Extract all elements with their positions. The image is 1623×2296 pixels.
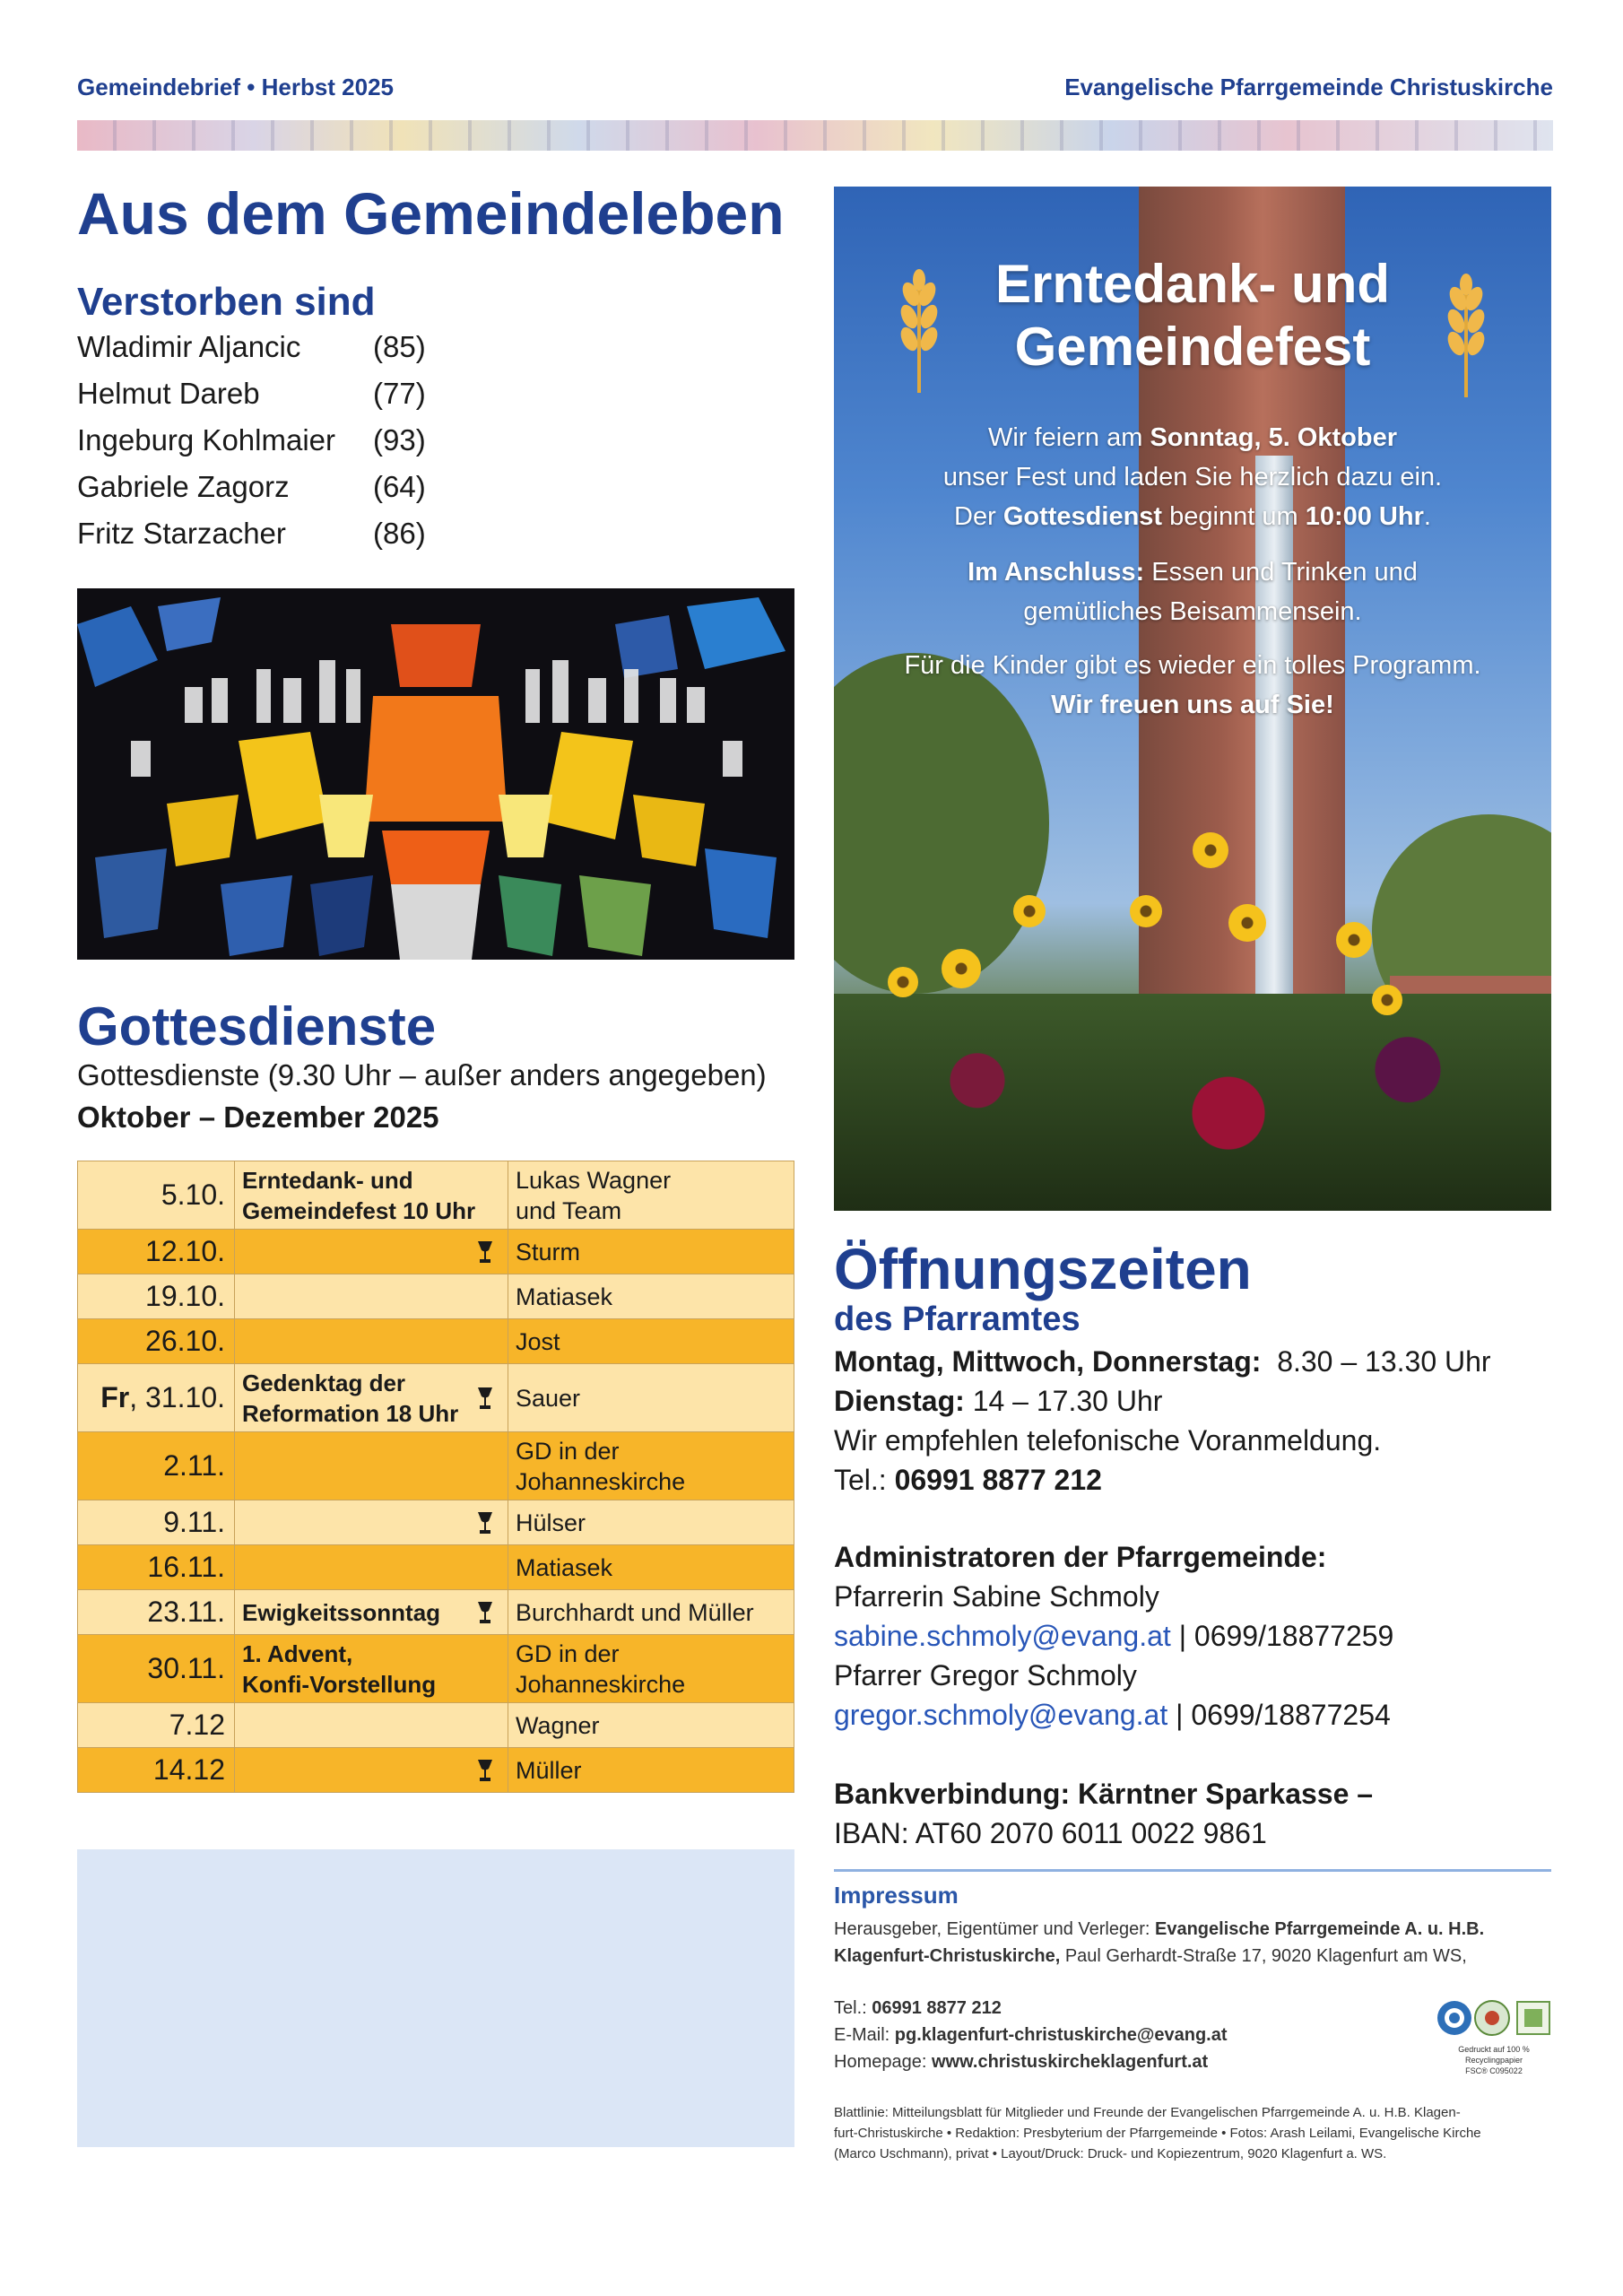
service-date-text: 30.11. bbox=[147, 1652, 225, 1684]
phone-label: Tel.: bbox=[834, 1464, 895, 1496]
poster-text: . bbox=[1423, 502, 1431, 531]
service-weekday: Fr bbox=[100, 1381, 130, 1413]
deceased-age: (77) bbox=[373, 377, 426, 410]
service-date bbox=[78, 1364, 235, 1432]
service-row bbox=[78, 1230, 794, 1274]
admin-person-2: Pfarrer Gregor Schmoly bbox=[834, 1659, 1137, 1692]
office-hours: 14 – 17.30 Uhr bbox=[964, 1385, 1163, 1417]
service-date bbox=[78, 1703, 235, 1748]
impressum-publisher-line1 bbox=[834, 1916, 1484, 1943]
service-date-text: , 31.10. bbox=[129, 1381, 225, 1413]
service-preacher bbox=[508, 1703, 794, 1748]
service-event-line: Gemeindefest 10 Uhr bbox=[242, 1196, 476, 1224]
service-row bbox=[78, 1364, 794, 1432]
service-date-text: 26.10. bbox=[145, 1325, 225, 1357]
poster-paragraph-1 bbox=[852, 418, 1533, 536]
office-phone bbox=[834, 1464, 1102, 1497]
chalice-icon bbox=[475, 1510, 495, 1535]
sunflower bbox=[888, 967, 918, 997]
services-period: Oktober – Dezember 2025 bbox=[77, 1100, 439, 1134]
service-event-line: Gedenktag der bbox=[242, 1369, 406, 1396]
service-event bbox=[235, 1274, 508, 1319]
service-preacher bbox=[508, 1364, 794, 1432]
service-preacher-line: Lukas Wagner bbox=[516, 1166, 672, 1194]
service-event bbox=[235, 1545, 508, 1590]
service-event-line: 1. Advent, bbox=[242, 1639, 353, 1667]
service-date-text: 5.10. bbox=[161, 1178, 225, 1211]
chalice-icon bbox=[475, 1386, 495, 1411]
poster-text-bold: Gottesdienst bbox=[1002, 502, 1163, 531]
services-subtitle: Gottesdienste (9.30 Uhr – außer anders angegeben) bbox=[77, 1058, 767, 1091]
service-event-line: Konfi-Vorstellung bbox=[242, 1670, 437, 1698]
services-table bbox=[77, 1161, 794, 1793]
service-preacher-line: Sauer bbox=[516, 1384, 581, 1412]
admin-phone: | 0699/18877254 bbox=[1167, 1699, 1391, 1731]
service-event bbox=[235, 1364, 508, 1432]
header-right: Evangelische Pfarrgemeinde Christuskirche bbox=[1064, 74, 1553, 100]
service-preacher-line: Matiasek bbox=[516, 1283, 613, 1310]
impressum-homepage-link[interactable]: www.christuskircheklagenfurt.at bbox=[931, 2052, 1209, 2072]
service-event bbox=[235, 1230, 508, 1274]
service-date bbox=[78, 1161, 235, 1230]
service-preacher bbox=[508, 1432, 794, 1500]
banner-pattern bbox=[77, 120, 1553, 151]
deceased-name: Wladimir Aljancic bbox=[77, 330, 301, 363]
service-preacher-line: Burchhardt und Müller bbox=[516, 1598, 754, 1626]
service-preacher bbox=[508, 1635, 794, 1703]
office-hours-heading: Öffnungszeiten bbox=[834, 1237, 1252, 1301]
service-date bbox=[78, 1545, 235, 1590]
office-days: Dienstag: bbox=[834, 1385, 965, 1417]
deceased-name: Ingeburg Kohlmaier bbox=[77, 423, 336, 457]
deceased-entry bbox=[77, 470, 426, 504]
service-date bbox=[78, 1230, 235, 1274]
impressum-tel bbox=[834, 1995, 1002, 2022]
poster-time: 10:00 Uhr bbox=[1305, 502, 1424, 531]
deceased-age: (64) bbox=[373, 470, 426, 503]
sunflower bbox=[1193, 832, 1228, 868]
impressum-text-bold: Evangelische Pfarrgemeinde A. u. H.B. bbox=[1155, 1919, 1485, 1939]
admin-email-link[interactable]: gregor.schmoly@evang.at bbox=[834, 1699, 1168, 1731]
poster-text: Essen und Trinken und bbox=[1144, 558, 1418, 587]
harvest-festival-poster bbox=[834, 187, 1551, 1211]
divider bbox=[834, 1869, 1551, 1872]
service-date bbox=[78, 1635, 235, 1703]
office-hours: 8.30 – 13.30 Uhr bbox=[1277, 1345, 1491, 1378]
impressum-text-bold: Klagenfurt-Christuskirche, bbox=[834, 1946, 1061, 1966]
impressum-email-link[interactable]: pg.klagenfurt-christuskirche@evang.at bbox=[894, 2025, 1228, 2045]
admin-contact-2 bbox=[834, 1699, 1391, 1732]
deceased-age: (85) bbox=[373, 330, 426, 363]
service-preacher bbox=[508, 1230, 794, 1274]
poster-text: Für die Kinder gibt es wieder ein tolles Programm. bbox=[904, 651, 1481, 680]
service-event bbox=[235, 1590, 508, 1635]
impressum-text: Homepage: bbox=[834, 2052, 932, 2072]
poster-text: gemütliches Beisammensein. bbox=[1023, 597, 1362, 626]
eco-text-1: Gedruckt auf 100 % Recyclingpapier bbox=[1458, 2045, 1530, 2065]
service-preacher-line: Jost bbox=[516, 1327, 560, 1355]
tower-glass-strip bbox=[1255, 456, 1293, 1083]
office-hours-line2 bbox=[834, 1385, 1162, 1418]
service-event bbox=[235, 1703, 508, 1748]
service-date-text: 14.12 bbox=[152, 1753, 225, 1786]
impressum-text: Paul Gerhardt-Straße 17, 9020 Klagenfurt am WS, bbox=[1060, 1946, 1467, 1966]
services-heading: Gottesdienste bbox=[77, 996, 437, 1057]
eco-labels bbox=[1435, 1998, 1553, 2075]
sunflower bbox=[942, 949, 981, 988]
poster-title-line2: Gemeindefest bbox=[1014, 317, 1371, 377]
service-event bbox=[235, 1500, 508, 1545]
wheat-icon bbox=[1435, 272, 1497, 397]
service-date bbox=[78, 1748, 235, 1793]
office-note: Wir empfehlen telefonische Voranmeldung. bbox=[834, 1424, 1382, 1457]
header-left: Gemeindebrief • Herbst 2025 bbox=[77, 74, 395, 100]
service-date-text: 16.11. bbox=[147, 1551, 225, 1583]
service-preacher-line: GD in der bbox=[516, 1437, 620, 1465]
admin-email-link[interactable]: sabine.schmoly@evang.at bbox=[834, 1620, 1171, 1652]
section-title-gemeindeleben: Aus dem Gemeindeleben bbox=[77, 180, 785, 247]
service-preacher bbox=[508, 1590, 794, 1635]
admin-phone: | 0699/18877259 bbox=[1170, 1620, 1394, 1652]
poster-text: beginnt um bbox=[1162, 502, 1306, 531]
deceased-name: Helmut Dareb bbox=[77, 377, 260, 410]
service-row bbox=[78, 1703, 794, 1748]
blattlinie-line: (Marco Uschmann), privat • Layout/Druck: Druck- und Kopiezentrum, 9020 Klagenfurt a. WS. bbox=[834, 2146, 1387, 2161]
service-date-text: 2.11. bbox=[163, 1449, 225, 1482]
service-row bbox=[78, 1590, 794, 1635]
service-row bbox=[78, 1274, 794, 1319]
service-preacher-line: GD in der bbox=[516, 1639, 620, 1667]
flowerbed bbox=[834, 994, 1551, 1211]
deceased-heading: Verstorben sind bbox=[77, 280, 376, 324]
stained-glass-image bbox=[77, 588, 794, 960]
service-date bbox=[78, 1590, 235, 1635]
poster-text-bold: Im Anschluss: bbox=[968, 558, 1145, 587]
impressum-text: Tel.: bbox=[834, 1998, 872, 2018]
service-event bbox=[235, 1748, 508, 1793]
empty-info-box bbox=[77, 1849, 794, 2147]
impressum-heading: Impressum bbox=[834, 1882, 959, 1909]
deceased-entry bbox=[77, 517, 426, 551]
chalice-icon bbox=[475, 1600, 495, 1625]
poster-date: Sonntag, 5. Oktober bbox=[1150, 423, 1397, 452]
service-preacher-line: Sturm bbox=[516, 1238, 581, 1265]
service-preacher-line: Johanneskirche bbox=[516, 1670, 686, 1698]
eco-badges-icon bbox=[1435, 1998, 1553, 2039]
deceased-name: Fritz Starzacher bbox=[77, 517, 286, 550]
service-date-text: 19.10. bbox=[145, 1280, 225, 1312]
deceased-entry bbox=[77, 330, 426, 364]
service-row bbox=[78, 1545, 794, 1590]
service-preacher bbox=[508, 1545, 794, 1590]
service-date bbox=[78, 1500, 235, 1545]
poster-paragraph-3 bbox=[852, 646, 1533, 725]
service-event bbox=[235, 1432, 508, 1500]
impressum-publisher-line2 bbox=[834, 1943, 1467, 1970]
service-event-line: Reformation 18 Uhr bbox=[242, 1399, 459, 1427]
service-date bbox=[78, 1432, 235, 1500]
service-event-line: Erntedank- und bbox=[242, 1166, 413, 1194]
service-preacher bbox=[508, 1274, 794, 1319]
blattlinie-line: Blattlinie: Mitteilungsblatt für Mitglieder und Freunde der Evangelischen Pfarrgemeinde A. u. H.B. Klagen- bbox=[834, 2105, 1461, 2120]
service-row bbox=[78, 1161, 794, 1230]
service-date bbox=[78, 1274, 235, 1319]
service-preacher bbox=[508, 1161, 794, 1230]
impressum-email bbox=[834, 2022, 1228, 2048]
stained-glass-illustration bbox=[77, 588, 794, 960]
admin-person-1: Pfarrerin Sabine Schmoly bbox=[834, 1580, 1159, 1613]
sunflower bbox=[1372, 985, 1402, 1015]
bank-iban: IBAN: AT60 2070 6011 0022 9861 bbox=[834, 1817, 1267, 1849]
service-event bbox=[235, 1319, 508, 1364]
service-preacher-line: Matiasek bbox=[516, 1553, 613, 1581]
service-row bbox=[78, 1748, 794, 1793]
deceased-name: Gabriele Zagorz bbox=[77, 470, 290, 503]
service-date-text: 23.11. bbox=[147, 1596, 225, 1628]
impressum-homepage bbox=[834, 2048, 1208, 2075]
poster-text-bold: Wir freuen uns auf Sie! bbox=[1051, 691, 1334, 719]
poster-title-line1: Erntedank- und bbox=[994, 254, 1390, 314]
service-row bbox=[78, 1635, 794, 1703]
poster-text: Der bbox=[954, 502, 1003, 531]
service-preacher-line: und Team bbox=[516, 1196, 622, 1224]
office-hours-line1 bbox=[834, 1345, 1491, 1378]
deceased-age: (93) bbox=[373, 423, 426, 457]
bank-line-1: Bankverbindung: Kärntner Sparkasse – bbox=[834, 1778, 1374, 1810]
phone-number: 06991 8877 212 bbox=[894, 1464, 1102, 1496]
deceased-entry bbox=[77, 423, 426, 457]
sunflower bbox=[1228, 904, 1266, 942]
service-preacher bbox=[508, 1748, 794, 1793]
service-date-text: 12.10. bbox=[145, 1235, 225, 1267]
service-event-line: Ewigkeitssonntag bbox=[242, 1598, 441, 1626]
sunflower bbox=[1013, 895, 1046, 927]
admins-heading: Administratoren der Pfarrgemeinde: bbox=[834, 1541, 1327, 1573]
wheat-icon bbox=[888, 267, 950, 393]
sunflower bbox=[1130, 895, 1162, 927]
poster-text: Wir feiern am bbox=[987, 423, 1150, 452]
chalice-icon bbox=[475, 1239, 495, 1265]
service-event bbox=[235, 1161, 508, 1230]
admin-contact-1 bbox=[834, 1620, 1393, 1653]
office-days: Montag, Mittwoch, Donnerstag: bbox=[834, 1345, 1262, 1378]
impressum-text-bold: 06991 8877 212 bbox=[872, 1998, 1002, 2018]
service-date-text: 7.12 bbox=[169, 1709, 225, 1741]
blattlinie bbox=[834, 2102, 1551, 2164]
service-date-text: 9.11. bbox=[163, 1506, 225, 1538]
sunflower bbox=[1336, 922, 1372, 958]
eco-text-2: FSC® C095022 bbox=[1465, 2066, 1523, 2075]
service-preacher-line: Müller bbox=[516, 1756, 582, 1784]
office-hours-subheading: des Pfarramtes bbox=[834, 1300, 1081, 1338]
blattlinie-line: furt-Christuskirche • Redaktion: Presbyterium der Pfarrgemeinde • Fotos: Arash Leilami, Evangelische Kirche bbox=[834, 2126, 1481, 2141]
service-preacher bbox=[508, 1500, 794, 1545]
service-event bbox=[235, 1635, 508, 1703]
deceased-entry bbox=[77, 377, 426, 411]
service-preacher-line: Hülser bbox=[516, 1509, 586, 1536]
service-row bbox=[78, 1432, 794, 1500]
impressum-text: E-Mail: bbox=[834, 2025, 895, 2045]
service-row bbox=[78, 1500, 794, 1545]
impressum-text: Herausgeber, Eigentümer und Verleger: bbox=[834, 1919, 1155, 1939]
service-row bbox=[78, 1319, 794, 1364]
poster-text: unser Fest und laden Sie herzlich dazu ein. bbox=[942, 463, 1443, 491]
service-date bbox=[78, 1319, 235, 1364]
deceased-age: (86) bbox=[373, 517, 426, 550]
service-preacher-line: Johanneskirche bbox=[516, 1467, 686, 1495]
poster-paragraph-2 bbox=[852, 552, 1533, 631]
service-preacher-line: Wagner bbox=[516, 1711, 600, 1739]
chalice-icon bbox=[475, 1758, 495, 1783]
service-preacher bbox=[508, 1319, 794, 1364]
